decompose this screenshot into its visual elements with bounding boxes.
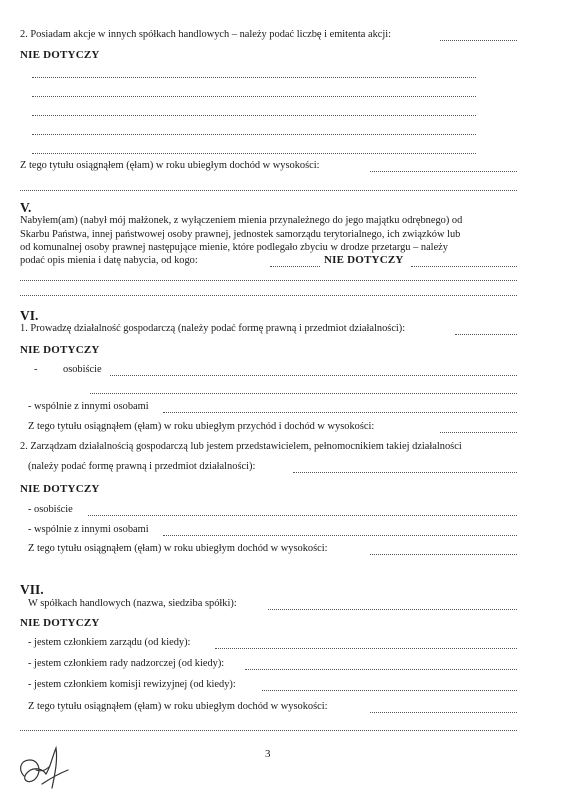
section-vii-heading: VII.: [20, 582, 44, 597]
companies-field[interactable]: [268, 609, 517, 610]
business-income-label: Z tego tytułu osiągnąłem (ęłam) w roku ubiegłym przychód i dochód w wysokości:: [28, 421, 375, 432]
shares-detail-line[interactable]: [32, 134, 476, 135]
page-number: 3: [265, 748, 271, 760]
management-jointly-label: - wspólnie z innymi osobami: [28, 524, 149, 535]
shares-not-applicable: NIE DOTYCZY: [20, 49, 100, 61]
section-v-line: Skarbu Państwa, innej państwowej osoby prawnej, jednostek samorządu terytorialnego, ich związków lub: [20, 228, 461, 240]
shares-detail-line[interactable]: [32, 96, 476, 97]
signature: [12, 740, 82, 792]
companies-income-line[interactable]: [20, 730, 517, 731]
section-v-heading: V.: [20, 200, 32, 215]
management-not-applicable: NIE DOTYCZY: [20, 483, 100, 495]
supervisory-field[interactable]: [245, 669, 517, 670]
section-v-detail-line[interactable]: [20, 295, 517, 296]
board-field[interactable]: [215, 648, 517, 649]
business-jointly-label: - wspólnie z innymi osobami: [28, 401, 149, 412]
section-v-not-applicable: NIE DOTYCZY: [324, 254, 404, 266]
companies-not-applicable: NIE DOTYCZY: [20, 617, 100, 629]
section-v-answer-line[interactable]: [411, 266, 517, 267]
audit-label: - jestem członkiem komisji rewizyjnej (od kiedy):: [28, 679, 236, 690]
shares-detail-line[interactable]: [32, 153, 476, 154]
shares-answer-line[interactable]: [440, 40, 517, 41]
shares-income-field[interactable]: [370, 171, 517, 172]
management-answer-line[interactable]: [293, 472, 517, 473]
shares-income-line[interactable]: [20, 190, 517, 191]
business-personally-field[interactable]: [110, 375, 517, 376]
management-question: 2. Zarządzam działalnością gospodarczą lub jestem przedstawicielem, pełnomocnikiem takiej działalności: [20, 441, 462, 452]
board-label: - jestem członkiem zarządu (od kiedy):: [28, 637, 191, 648]
companies-label: W spółkach handlowych (nazwa, siedziba spółki):: [28, 598, 237, 609]
business-not-applicable: NIE DOTYCZY: [20, 344, 100, 356]
business-question: 1. Prowadzę działalność gospodarczą (należy podać formę prawną i przedmiot działalności):: [20, 323, 406, 334]
management-jointly-field[interactable]: [163, 535, 517, 536]
management-personally-label: - osobiście: [28, 504, 73, 515]
supervisory-label: - jestem członkiem rady nadzorczej (od kiedy):: [28, 658, 225, 669]
business-answer-line[interactable]: [455, 334, 517, 335]
section-v-answer-line[interactable]: [270, 266, 320, 267]
section-v-line: od komunalnej osoby prawnej następujące mienie, które podlegało zbyciu w drodze przetargu – należy: [20, 242, 448, 254]
management-income-field[interactable]: [370, 554, 517, 555]
shares-detail-line[interactable]: [32, 115, 476, 116]
management-personally-field[interactable]: [88, 515, 517, 516]
business-personally-line[interactable]: [90, 393, 517, 394]
shares-income-label: Z tego tytułu osiągnąłem (ęłam) w roku ubiegłym dochód w wysokości:: [20, 160, 320, 171]
section-v-line: Nabyłem(am) (nabył mój małżonek, z wyłączeniem mienia przynależnego do jego majątku odrębnego) od: [20, 215, 463, 226]
shares-question: 2. Posiadam akcje w innych spółkach handlowych – należy podać liczbę i emitenta akcji:: [20, 29, 392, 40]
section-v-detail-line[interactable]: [20, 280, 517, 281]
business-personally-label: osobiście: [63, 364, 102, 375]
companies-income-field[interactable]: [370, 712, 517, 713]
bullet-dash: -: [34, 364, 38, 375]
section-vi-heading: VI.: [20, 308, 39, 323]
management-income-label: Z tego tytułu osiągnąłem (ęłam) w roku ubiegłym dochód w wysokości:: [28, 543, 328, 554]
shares-detail-line[interactable]: [32, 77, 476, 78]
section-v-text: [20, 214, 517, 255]
audit-field[interactable]: [262, 690, 517, 691]
companies-income-label: Z tego tytułu osiągnąłem (ęłam) w roku ubiegłym dochód w wysokości:: [28, 701, 328, 712]
section-v-last-line: podać opis mienia i datę nabycia, od kogo:: [20, 255, 198, 266]
management-question-cont: (należy podać formę prawną i przedmiot działalności):: [28, 461, 256, 472]
business-jointly-field[interactable]: [163, 412, 517, 413]
business-income-field[interactable]: [440, 432, 517, 433]
